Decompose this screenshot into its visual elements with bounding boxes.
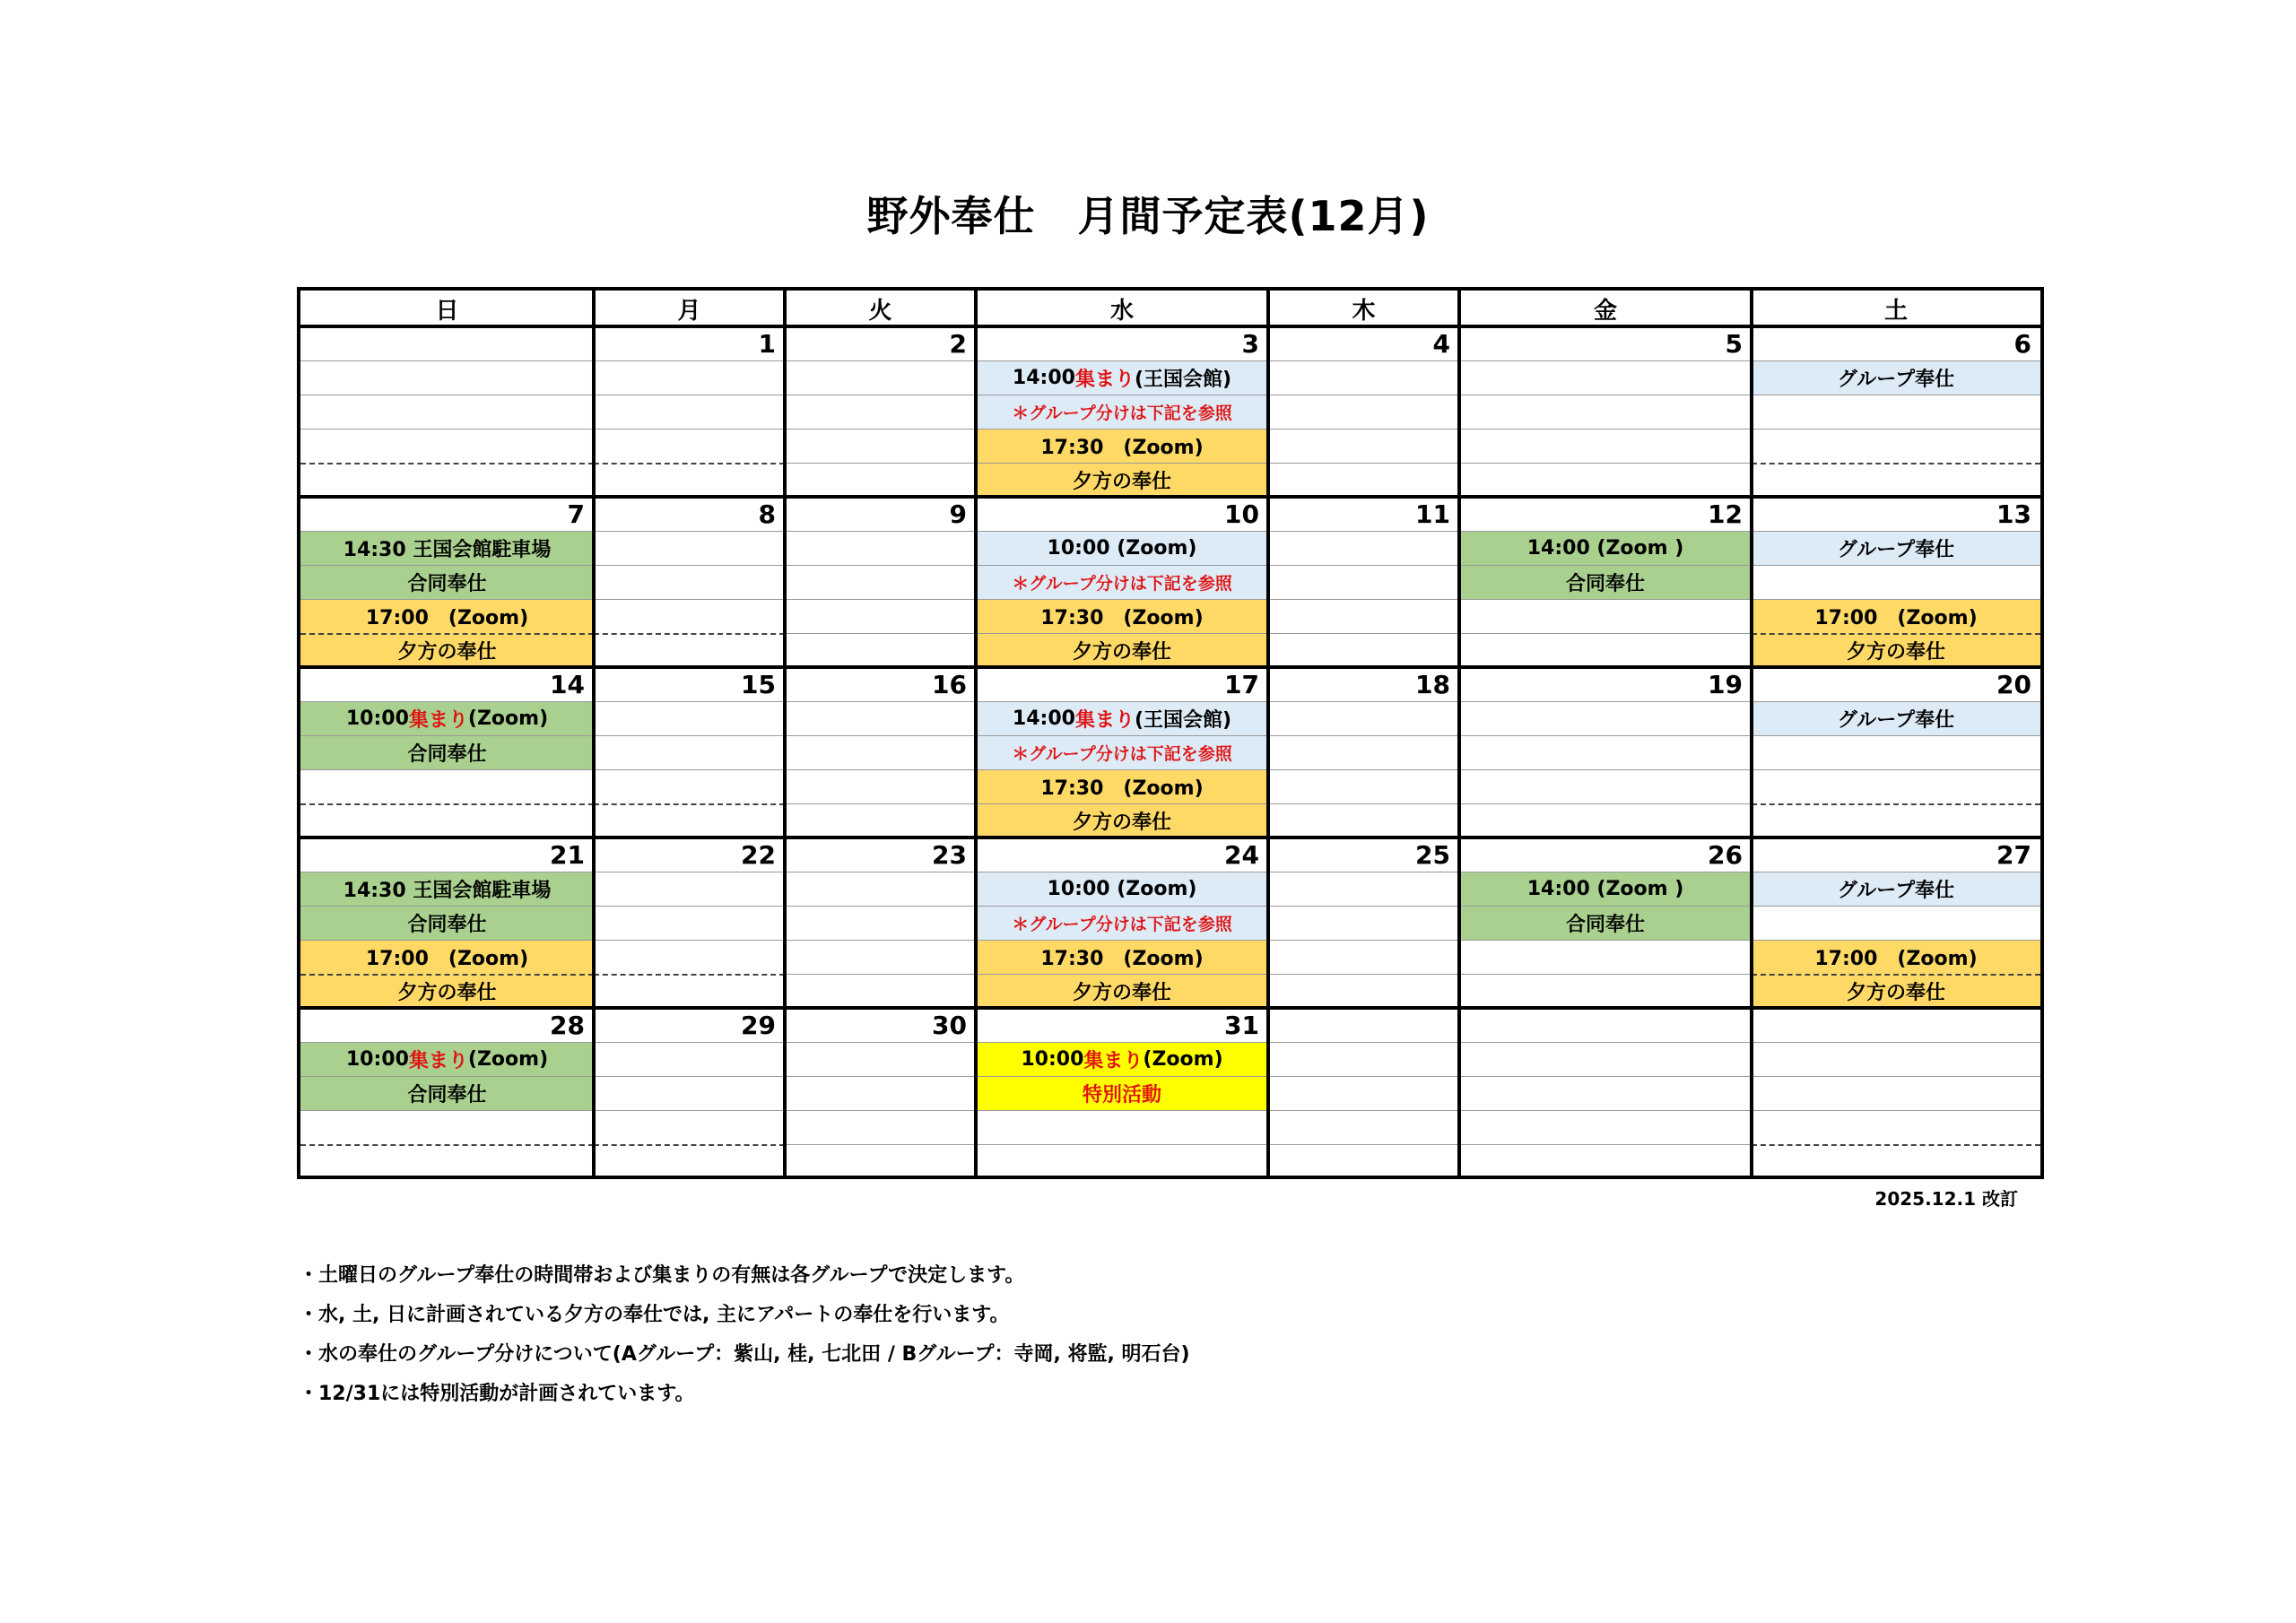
slot-divider bbox=[1459, 1110, 1752, 1111]
date-row-divider bbox=[300, 360, 2040, 361]
slot-divider bbox=[976, 429, 1268, 430]
event-text: 14:00 (Zoom ) bbox=[1526, 536, 1684, 560]
date-number: 20 bbox=[1996, 669, 2031, 699]
event-cell bbox=[976, 599, 1268, 633]
date-number: 28 bbox=[550, 1010, 585, 1040]
slot-divider bbox=[1268, 599, 1459, 600]
event-cell bbox=[1752, 974, 2040, 1008]
slot-divider bbox=[594, 1076, 785, 1077]
date-number: 17 bbox=[1224, 669, 1259, 699]
event-text: 夕方の奉仕 bbox=[1846, 640, 1945, 664]
slot-divider bbox=[1459, 906, 1752, 907]
slot-divider bbox=[300, 1076, 594, 1077]
event-text: 17:30 (Zoom) bbox=[1040, 606, 1204, 629]
slot-divider bbox=[1752, 633, 2040, 635]
event-text: 夕方の奉仕 bbox=[1072, 811, 1171, 834]
event-cell bbox=[976, 803, 1268, 838]
slot-divider bbox=[1268, 463, 1459, 464]
event-cell bbox=[976, 565, 1268, 599]
slot-divider bbox=[976, 599, 1268, 600]
slot-divider bbox=[300, 803, 594, 805]
slot-divider bbox=[976, 1110, 1268, 1111]
slot-divider bbox=[976, 735, 1268, 736]
week-divider bbox=[300, 495, 2040, 499]
calendar-grid bbox=[297, 287, 2044, 1179]
weekday-header: 金 bbox=[1593, 297, 1617, 325]
slot-divider bbox=[976, 769, 1268, 770]
revision-date: 2025.12.1 改訂 bbox=[1874, 1188, 2018, 1210]
weekday-header: 月 bbox=[677, 297, 701, 325]
slot-divider bbox=[976, 463, 1268, 464]
event-cell bbox=[300, 906, 594, 940]
slot-divider bbox=[594, 735, 785, 736]
slot-divider bbox=[1268, 803, 1459, 804]
date-number: 22 bbox=[741, 839, 776, 870]
slot-divider bbox=[976, 1144, 1268, 1145]
event-text: ＊グループ分けは下記を参照 bbox=[1012, 573, 1232, 594]
slot-divider bbox=[1268, 906, 1459, 907]
slot-divider bbox=[1752, 940, 2040, 941]
event-text: 夕方の奉仕 bbox=[1072, 640, 1171, 664]
slot-divider bbox=[1268, 565, 1459, 566]
event-cell bbox=[976, 701, 1268, 735]
date-number: 12 bbox=[1708, 499, 1743, 529]
slot-divider bbox=[594, 633, 785, 635]
date-number: 21 bbox=[550, 839, 585, 870]
date-row-divider bbox=[300, 531, 2040, 532]
date-number: 6 bbox=[2013, 328, 2031, 359]
event-cell bbox=[976, 429, 1268, 463]
slot-divider bbox=[1459, 803, 1752, 804]
slot-divider bbox=[1459, 769, 1752, 770]
slot-divider bbox=[300, 429, 594, 430]
weekday-header: 日 bbox=[435, 297, 459, 325]
slot-divider bbox=[1752, 429, 2040, 430]
event-cell bbox=[300, 940, 594, 974]
note-item: ・土曜日のグループ奉仕の時間帯および集まりの有無は各グループで決定します。 bbox=[299, 1264, 1025, 1287]
event-cell bbox=[1459, 531, 1752, 565]
date-number bbox=[1268, 1008, 1459, 1042]
date-number: 3 bbox=[1241, 328, 1259, 359]
event-cell bbox=[976, 360, 1268, 395]
column-divider bbox=[1457, 291, 1461, 1176]
event-text: 17:00 (Zoom) bbox=[1814, 606, 1978, 629]
event-cell bbox=[1459, 906, 1752, 940]
column-divider bbox=[1750, 291, 1753, 1176]
date-number: 25 bbox=[1415, 839, 1450, 870]
event-cell bbox=[976, 1042, 1268, 1076]
event-text: 14:30 王国会館駐車場 bbox=[343, 538, 552, 561]
slot-divider bbox=[976, 803, 1268, 804]
date-number: 10 bbox=[1224, 499, 1259, 529]
date-number: 24 bbox=[1224, 839, 1259, 870]
date-number bbox=[1752, 1008, 2040, 1042]
event-text: 夕方の奉仕 bbox=[1846, 981, 1945, 1004]
slot-divider bbox=[1459, 599, 1752, 600]
note-item: ・水の奉仕のグループ分けについて(Aグループ：紫山, 桂, 七北田 / Bグループ：寺岡, 将監, 明石台) bbox=[299, 1343, 1190, 1366]
slot-divider bbox=[976, 633, 1268, 634]
date-number: 1 bbox=[758, 328, 776, 359]
event-cell bbox=[976, 769, 1268, 803]
event-text: (王国会館) bbox=[1134, 708, 1232, 732]
slot-divider bbox=[976, 565, 1268, 566]
event-text: 14:30 王国会館駐車場 bbox=[343, 879, 552, 902]
date-number bbox=[1459, 1008, 1752, 1042]
event-cell bbox=[976, 872, 1268, 906]
date-number: 26 bbox=[1708, 839, 1743, 870]
event-cell bbox=[976, 735, 1268, 769]
slot-divider bbox=[300, 974, 594, 976]
date-number: 11 bbox=[1415, 499, 1450, 529]
slot-divider bbox=[1268, 735, 1459, 736]
slot-divider bbox=[785, 463, 976, 464]
slot-divider bbox=[1752, 599, 2040, 600]
event-cell bbox=[976, 906, 1268, 940]
slot-divider bbox=[1752, 803, 2040, 805]
event-cell bbox=[976, 395, 1268, 429]
event-text: 10:00 (Zoom) bbox=[1047, 536, 1197, 560]
weekday-header: 火 bbox=[868, 297, 892, 325]
event-text: 17:30 (Zoom) bbox=[1040, 947, 1204, 970]
event-text: 夕方の奉仕 bbox=[397, 640, 497, 664]
slot-divider bbox=[1752, 906, 2040, 907]
event-text: 集まり bbox=[1074, 708, 1135, 732]
weekday-header: 木 bbox=[1352, 297, 1376, 325]
week-divider bbox=[300, 836, 2040, 839]
date-number bbox=[300, 326, 594, 360]
event-text: 集まり bbox=[408, 1049, 468, 1072]
slot-divider bbox=[1752, 769, 2040, 770]
event-text: 合同奉仕 bbox=[1565, 913, 1645, 936]
slot-divider bbox=[785, 1144, 976, 1145]
event-text: 14:00 bbox=[1012, 366, 1075, 389]
slot-divider bbox=[1268, 1076, 1459, 1077]
slot-divider bbox=[594, 974, 785, 976]
slot-divider bbox=[1268, 974, 1459, 975]
date-number: 31 bbox=[1224, 1010, 1259, 1040]
event-text: 特別活動 bbox=[1082, 1083, 1161, 1107]
notes-section bbox=[299, 1260, 1190, 1418]
event-text: 合同奉仕 bbox=[1565, 572, 1645, 595]
column-divider bbox=[974, 291, 978, 1176]
event-cell bbox=[300, 974, 594, 1008]
slot-divider bbox=[300, 599, 594, 600]
event-cell bbox=[300, 735, 594, 769]
event-text: 集まり bbox=[408, 708, 468, 732]
date-number: 27 bbox=[1996, 839, 2031, 870]
slot-divider bbox=[1752, 1076, 2040, 1077]
slot-divider bbox=[1752, 1144, 2040, 1146]
event-text: 17:00 (Zoom) bbox=[365, 947, 529, 970]
event-text: グループ奉仕 bbox=[1837, 708, 1955, 732]
event-text: ＊グループ分けは下記を参照 bbox=[1012, 914, 1232, 934]
slot-divider bbox=[785, 633, 976, 634]
slot-divider bbox=[594, 940, 785, 941]
note-item: ・12/31には特別活動が計画されています。 bbox=[299, 1383, 695, 1405]
slot-divider bbox=[785, 599, 976, 600]
event-cell bbox=[1459, 872, 1752, 906]
slot-divider bbox=[1752, 1110, 2040, 1111]
slot-divider bbox=[785, 735, 976, 736]
event-cell bbox=[1752, 599, 2040, 633]
slot-divider bbox=[1268, 769, 1459, 770]
event-cell bbox=[1752, 872, 2040, 906]
slot-divider bbox=[785, 565, 976, 566]
week-divider bbox=[300, 325, 2040, 328]
date-number: 18 bbox=[1415, 669, 1450, 699]
slot-divider bbox=[976, 1076, 1268, 1077]
date-number: 14 bbox=[550, 669, 585, 699]
slot-divider bbox=[594, 769, 785, 770]
slot-divider bbox=[1268, 633, 1459, 634]
slot-divider bbox=[300, 1110, 594, 1111]
event-text: 17:30 (Zoom) bbox=[1040, 436, 1204, 459]
event-text: 夕方の奉仕 bbox=[1072, 981, 1171, 1004]
event-cell bbox=[976, 633, 1268, 667]
event-cell bbox=[1752, 360, 2040, 395]
slot-divider bbox=[1459, 974, 1752, 975]
slot-divider bbox=[785, 974, 976, 975]
event-cell bbox=[300, 1042, 594, 1076]
event-text: ＊グループ分けは下記を参照 bbox=[1012, 743, 1232, 764]
event-text: 夕方の奉仕 bbox=[397, 981, 497, 1004]
event-text: 14:00 (Zoom ) bbox=[1526, 877, 1684, 900]
weekday-header: 水 bbox=[1109, 297, 1134, 325]
slot-divider bbox=[1268, 1144, 1459, 1145]
slot-divider bbox=[594, 803, 785, 805]
slot-divider bbox=[1459, 1076, 1752, 1077]
slot-divider bbox=[300, 735, 594, 736]
date-number: 2 bbox=[949, 328, 967, 359]
slot-divider bbox=[1459, 735, 1752, 736]
slot-divider bbox=[1752, 463, 2040, 464]
event-cell bbox=[976, 940, 1268, 974]
event-cell bbox=[300, 633, 594, 667]
date-number: 15 bbox=[741, 669, 776, 699]
slot-divider bbox=[594, 565, 785, 566]
date-number: 16 bbox=[932, 669, 967, 699]
weekday-header: 土 bbox=[1883, 297, 1908, 325]
event-cell bbox=[976, 1076, 1268, 1110]
date-number: 4 bbox=[1432, 328, 1450, 359]
slot-divider bbox=[1268, 1110, 1459, 1111]
date-number: 23 bbox=[932, 839, 967, 870]
date-number: 30 bbox=[932, 1010, 967, 1040]
event-cell bbox=[300, 701, 594, 735]
slot-divider bbox=[1268, 429, 1459, 430]
event-text: グループ奉仕 bbox=[1837, 879, 1955, 902]
event-cell bbox=[1752, 940, 2040, 974]
note-item: ・水, 土, 日に計画されている夕方の奉仕では, 主にアパートの奉仕を行います。 bbox=[299, 1304, 1010, 1326]
slot-divider bbox=[1459, 1144, 1752, 1145]
slot-divider bbox=[1752, 974, 2040, 976]
page-title: 野外奉仕 月間予定表(12月) bbox=[866, 192, 1430, 240]
date-number: 13 bbox=[1996, 499, 2031, 529]
slot-divider bbox=[1268, 940, 1459, 941]
event-text: 10:00 bbox=[345, 1047, 409, 1071]
event-cell bbox=[1752, 701, 2040, 735]
date-row-divider bbox=[300, 1042, 2040, 1043]
event-text: (Zoom) bbox=[467, 1047, 549, 1071]
slot-divider bbox=[1752, 565, 2040, 566]
slot-divider bbox=[1459, 565, 1752, 566]
slot-divider bbox=[1459, 940, 1752, 941]
event-text: 夕方の奉仕 bbox=[1072, 470, 1171, 493]
event-text: 集まり bbox=[1083, 1049, 1144, 1072]
event-text: ＊グループ分けは下記を参照 bbox=[1012, 403, 1232, 423]
slot-divider bbox=[300, 565, 594, 566]
slot-divider bbox=[1752, 735, 2040, 736]
event-cell bbox=[976, 531, 1268, 565]
event-text: 17:30 (Zoom) bbox=[1040, 777, 1204, 800]
slot-divider bbox=[594, 1110, 785, 1111]
slot-divider bbox=[785, 429, 976, 430]
slot-divider bbox=[785, 1110, 976, 1111]
slot-divider bbox=[594, 463, 785, 464]
slot-divider bbox=[300, 463, 594, 464]
slot-divider bbox=[300, 906, 594, 907]
column-divider bbox=[783, 291, 787, 1176]
slot-divider bbox=[976, 940, 1268, 941]
event-text: 17:00 (Zoom) bbox=[365, 606, 529, 629]
date-number: 19 bbox=[1708, 669, 1743, 699]
event-cell bbox=[300, 565, 594, 599]
event-cell bbox=[300, 599, 594, 633]
event-text: グループ奉仕 bbox=[1837, 368, 1955, 391]
slot-divider bbox=[594, 906, 785, 907]
slot-divider bbox=[785, 940, 976, 941]
event-text: 10:00 bbox=[345, 707, 409, 730]
event-text: 合同奉仕 bbox=[407, 1083, 487, 1107]
week-divider bbox=[300, 1006, 2040, 1010]
date-number: 29 bbox=[741, 1010, 776, 1040]
event-text: 10:00 (Zoom) bbox=[1047, 877, 1197, 900]
slot-divider bbox=[300, 1144, 594, 1146]
event-cell bbox=[976, 974, 1268, 1008]
event-text: 合同奉仕 bbox=[407, 742, 487, 766]
column-divider bbox=[592, 291, 596, 1176]
week-divider bbox=[300, 665, 2040, 669]
event-text: (Zoom) bbox=[467, 707, 549, 730]
date-number: 5 bbox=[1725, 328, 1743, 359]
event-cell bbox=[1752, 531, 2040, 565]
slot-divider bbox=[594, 599, 785, 600]
slot-divider bbox=[785, 1076, 976, 1077]
slot-divider bbox=[1459, 633, 1752, 634]
slot-divider bbox=[976, 906, 1268, 907]
event-text: 集まり bbox=[1074, 368, 1135, 391]
slot-divider bbox=[785, 803, 976, 804]
slot-divider bbox=[976, 974, 1268, 975]
date-number: 7 bbox=[567, 499, 585, 529]
event-text: 10:00 bbox=[1021, 1047, 1084, 1071]
event-text: グループ奉仕 bbox=[1837, 538, 1955, 561]
slot-divider bbox=[785, 769, 976, 770]
slot-divider bbox=[300, 769, 594, 770]
slot-divider bbox=[594, 1144, 785, 1146]
event-cell bbox=[300, 531, 594, 565]
column-divider bbox=[1266, 291, 1270, 1176]
slot-divider bbox=[1459, 429, 1752, 430]
event-text: 17:00 (Zoom) bbox=[1814, 947, 1978, 970]
slot-divider bbox=[1459, 463, 1752, 464]
event-text: 合同奉仕 bbox=[407, 572, 487, 595]
event-text: 合同奉仕 bbox=[407, 913, 487, 936]
event-cell bbox=[300, 1076, 594, 1110]
slot-divider bbox=[785, 906, 976, 907]
event-text: (Zoom) bbox=[1143, 1047, 1223, 1071]
event-cell bbox=[300, 872, 594, 906]
event-cell bbox=[1752, 633, 2040, 667]
slot-divider bbox=[300, 940, 594, 941]
event-cell bbox=[1459, 565, 1752, 599]
event-cell bbox=[976, 463, 1268, 497]
date-row-divider bbox=[300, 701, 2040, 702]
event-text: (王国会館) bbox=[1134, 368, 1232, 391]
slot-divider bbox=[594, 429, 785, 430]
date-number: 8 bbox=[758, 499, 776, 529]
event-text: 14:00 bbox=[1012, 707, 1075, 730]
date-number: 9 bbox=[949, 499, 967, 529]
slot-divider bbox=[300, 633, 594, 635]
